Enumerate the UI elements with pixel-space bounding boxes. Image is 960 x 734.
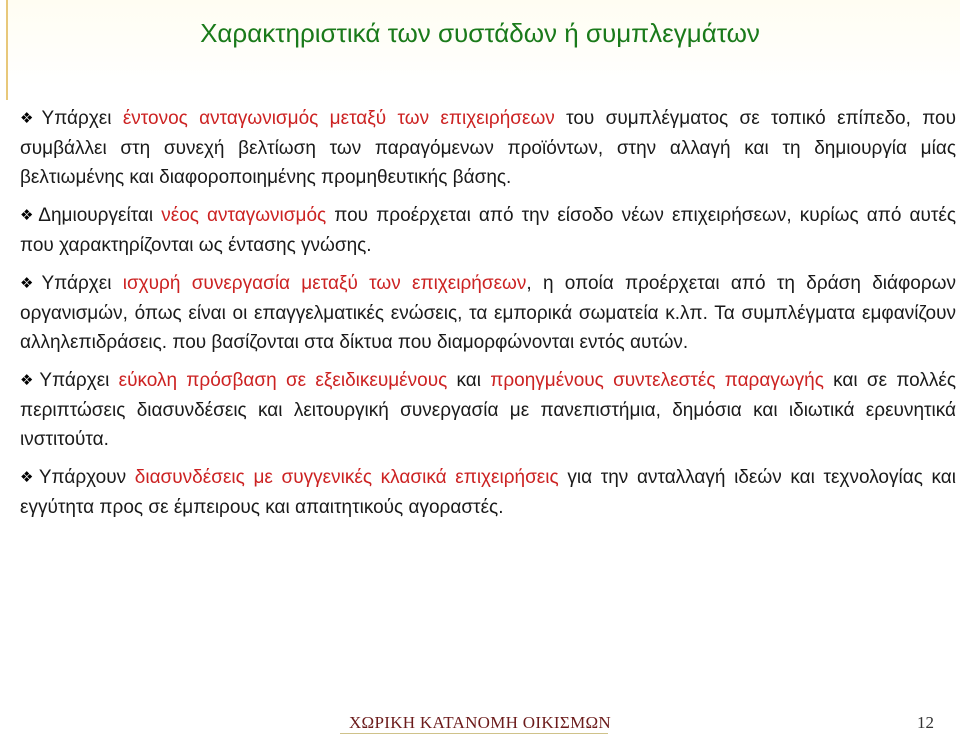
highlight-text: εύκολη πρόσβαση σε εξειδικευμένους	[118, 370, 448, 391]
diamond-bullet-icon: ❖	[20, 469, 37, 486]
highlight-text: διασυνδέσεις με συγγενικές κλασικά επιχειρήσεις	[134, 467, 559, 488]
paragraph-cooperation: ❖ Υπάρχει ισχυρή συνεργασία μεταξύ των επιχειρήσεων, η οποία προέρχεται από τη δράση διάφορων οργανισμών, όπως είναι οι επαγγελματικές ενώσεις, τα εμπορικά σωματεία κ.λπ. Τα συμπλέγματα εμφανίζουν αλληλεπιδράσεις. που βασίζονται στα δίκτυα που διαμορφώνονται εντός αυτών.	[20, 273, 957, 353]
footer-title: ΧΩΡΙΚΗ ΚΑΤΑΝΟΜΗ ΟΙΚΙΣΜΩΝ	[348, 713, 611, 732]
highlight-text: νέος ανταγωνισμός	[161, 205, 327, 226]
slide-title: Χαρακτηριστικά των συστάδων ή συμπλεγμάτων	[200, 18, 760, 48]
diamond-bullet-icon: ❖	[20, 110, 40, 127]
diamond-bullet-icon: ❖	[20, 275, 40, 292]
diamond-bullet-icon: ❖	[20, 207, 37, 224]
paragraph-new-competition: ❖ Δημιουργείται νέος ανταγωνισμός που προέρχεται από την είσοδο νέων επιχειρήσεων, κυρίως από αυτές που χαρακτηρίζονται ως έντασης γνώσης.	[20, 205, 956, 256]
paragraph-linkages: ❖ Υπάρχουν διασυνδέσεις με συγγενικές κλασικά επιχειρήσεις για την ανταλλαγή ιδεών και τεχνολογίας και εγγύτητα προς σε έμπειρους και απαιτητικούς αγοραστές.	[20, 467, 956, 518]
highlight-text: ισχυρή συνεργασία μεταξύ των επιχειρήσεων	[122, 273, 527, 294]
paragraph-access: ❖ Υπάρχει εύκολη πρόσβαση σε εξειδικευμένους και προηγμένους συντελεστές παραγωγής και σε πολλές περιπτώσεις διασυνδέσεις και λειτουργική συνεργασία με πανεπιστήμια, δημόσια και ιδιωτικά ερευνητικά ινστιτούτα.	[20, 370, 956, 450]
paragraph-competition: ❖ Υπάρχει έντονος ανταγωνισμός μεταξύ των επιχειρήσεων του συμπλέγματος σε τοπικό επίπεδο, που συμβάλλει στη συνεχή βελτίωση των παραγόμενων προϊόντων, στην αλλαγή και τη δημιουργία μίας βελτιωμένης και διαφοροποιημένης προμηθευτικής βάσης.	[20, 108, 957, 188]
diamond-bullet-icon: ❖	[20, 372, 38, 389]
highlight-text: έντονος ανταγωνισμός μεταξύ των επιχειρήσεων	[122, 108, 555, 129]
slide-content	[20, 104, 956, 531]
page-number: 12	[917, 713, 934, 732]
highlight-text: προηγμένους συντελεστές παραγωγής	[490, 370, 824, 391]
